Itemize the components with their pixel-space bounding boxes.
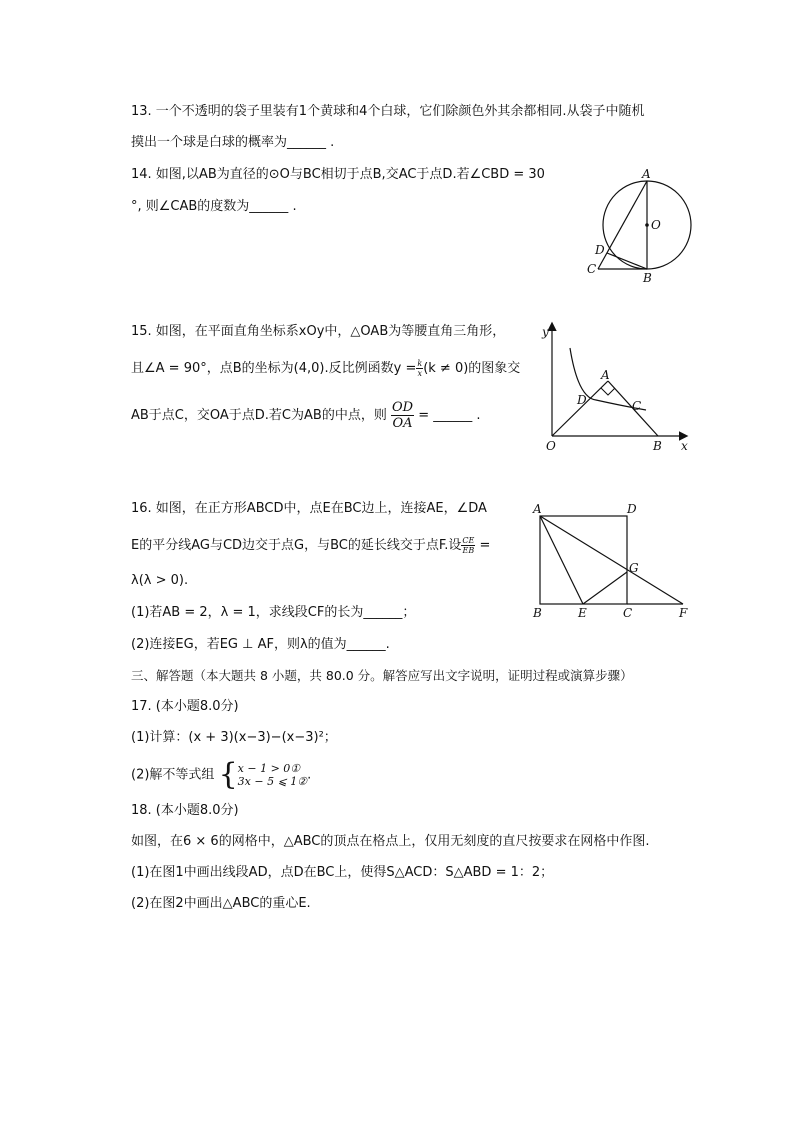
left-brace: { — [218, 757, 238, 792]
inequality-2: 3x − 5 ⩽ 1② — [237, 775, 308, 788]
segment-eg — [583, 572, 627, 604]
label-f: F — [679, 606, 688, 620]
q18-part2: (2)在图2中画出△ABC的重心E. — [131, 896, 311, 911]
label-b: B — [643, 271, 652, 285]
q16-line1: 16. 如图，在正方形ABCD中，点E在BC边上，连接AE，∠DA — [131, 501, 487, 516]
frac-denominator: x — [417, 369, 423, 378]
segment-oa — [552, 381, 608, 436]
label-a: A — [533, 502, 542, 516]
q15-line3-end: = ______ . — [418, 408, 481, 423]
label-b: B — [533, 606, 542, 620]
q14-circle-figure — [580, 165, 700, 290]
q15-line2-start: 且∠A = 90°，点B的坐标为(4,0).反比例函数y = — [131, 361, 417, 376]
q16-fraction-ce-eb — [461, 536, 475, 555]
label-d: D — [627, 502, 637, 516]
label-a: A — [642, 167, 651, 181]
q16-square-figure — [530, 500, 698, 625]
inequality-1: x − 1 > 0① — [237, 762, 301, 775]
label-b: B — [653, 439, 662, 453]
q14-line2: °, 则∠CAB的度数为______ . — [131, 199, 297, 214]
square-abcd — [540, 516, 627, 604]
segment-ac — [598, 181, 647, 269]
label-g: G — [629, 561, 639, 575]
frac-denominator: OA — [392, 416, 413, 431]
label-c: C — [632, 399, 642, 413]
label-y: y — [542, 325, 549, 339]
label-c: C — [623, 606, 633, 620]
q17-title: 17. (本小题8.0分) — [131, 699, 239, 714]
q15-line3-start: AB于点C，交OA于点D.若C为AB的中点，则 — [131, 408, 387, 423]
label-c: C — [587, 262, 597, 276]
frac-numerator: OD — [391, 400, 414, 415]
frac-denominator: EB — [462, 546, 475, 555]
q16-line2-start: E的平分线AG与CD边交于点G，与BC的延长线交于点F.设 — [131, 538, 462, 553]
label-o: O — [546, 439, 556, 453]
q14-line1: 14. 如图,以AB为直径的⊙O与BC相切于点B,交AC于点D.若∠CBD = 30 — [131, 167, 545, 182]
label-x: x — [681, 439, 688, 453]
q17-part1: (1)计算：(x + 3)(x−3)−(x−3)²； — [131, 730, 337, 745]
q17-part2-end: . — [307, 767, 312, 783]
q15-coordinate-figure — [538, 318, 698, 458]
q13-line2: 摸出一个球是白球的概率为______ . — [131, 135, 335, 150]
q16-line2-end: = — [479, 538, 491, 553]
section-3-heading: 三、解答题（本大题共 8 小题，共 80.0 分。解答应写出文字说明，证明过程或演算步骤） — [131, 668, 633, 683]
q16-line3: λ(λ > 0). — [131, 573, 189, 588]
q13-line1: 13. 一个不透明的袋子里装有1个黄球和4个白球，它们除颜色外其余都相同.从袋子中随机 — [131, 104, 645, 119]
label-a: A — [601, 368, 610, 382]
right-angle-mark — [601, 388, 615, 395]
label-o: O — [651, 218, 661, 232]
q16-line2 — [131, 536, 490, 555]
q18-line1: 如图，在6 × 6的网格中，△ABC的顶点在格点上，仅用无刻度的直尺按要求在网格中作图. — [131, 834, 650, 849]
q15-line2-end: (k ≠ 0)的图象交 — [423, 361, 521, 376]
label-d: D — [595, 243, 605, 257]
q17-part2-label: (2)解不等式组 — [131, 767, 215, 783]
inequality-system — [238, 762, 307, 788]
center-dot — [645, 223, 649, 227]
q16-part1: (1)若AB = 2，λ = 1，求线段CF的长为______； — [131, 605, 416, 620]
q17-part2 — [131, 757, 312, 792]
q15-line1: 15. 如图，在平面直角坐标系xOy中，△OAB为等腰直角三角形， — [131, 324, 506, 339]
q16-part2: (2)连接EG，若EG ⊥ AF，则λ的值为______. — [131, 637, 390, 652]
label-d: D — [577, 393, 587, 407]
q15-fraction-od-oa — [391, 400, 414, 431]
label-e: E — [578, 606, 587, 620]
frac-numerator: CE — [462, 536, 475, 545]
frac-numerator: k — [417, 359, 423, 368]
segment-bd — [607, 253, 647, 269]
q15-line2 — [131, 359, 520, 378]
q18-part1: (1)在图1中画出线段AD，点D在BC上，使得S△ACD：S△ABD = 1：2； — [131, 865, 554, 880]
q18-title: 18. (本小题8.0分) — [131, 803, 239, 818]
q15-line3 — [131, 400, 481, 431]
